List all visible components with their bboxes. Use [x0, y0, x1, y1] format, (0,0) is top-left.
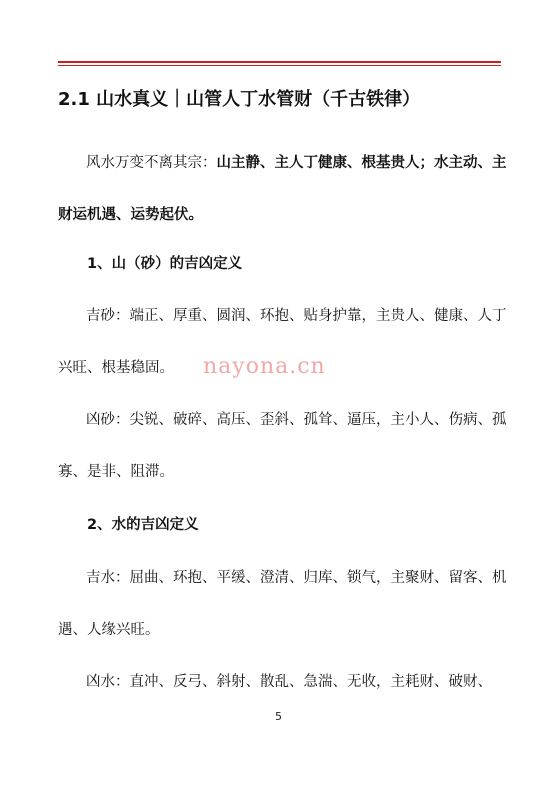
intro-paragraph	[58, 137, 518, 241]
bad-sand-text: 凶砂：尖锐、破碎、高压、歪斜、孤耸、逼压，主小人、伤病、孤寡、是非、阻滞。	[58, 412, 507, 480]
bad-sand-paragraph	[58, 394, 518, 498]
page-number: 5	[275, 710, 282, 723]
good-water-text: 吉水：屈曲、环抱、平缓、澄清、归库、锁气，主聚财、留客、机遇、人缘兴旺。	[58, 570, 507, 638]
watermark: nayona.cn	[203, 354, 326, 379]
good-sand-text: 吉砂：端正、厚重、圆润、环抱、贴身护靠，主贵人、健康、人丁兴旺、根基稳固。	[58, 308, 507, 376]
intro-bold-text: 山主静、主人丁健康、根基贵人；水主动、主财运机遇、运势起伏。	[58, 155, 507, 223]
page-title: 2.1 山水真义｜山管人丁水管财（千古铁律）	[58, 89, 421, 110]
bad-water-text: 凶水：直冲、反弓、斜射、散乱、急湍、无收，主耗财、破财、	[86, 674, 492, 690]
header-rule-bottom	[58, 65, 501, 66]
section-heading-mountain: 1、山（砂）的吉凶定义	[87, 256, 243, 272]
good-water-paragraph	[58, 552, 518, 656]
section-heading-water: 2、水的吉凶定义	[87, 517, 199, 533]
header-rule-top	[58, 61, 501, 63]
intro-normal-text: 风水万变不离其宗：	[86, 155, 217, 171]
bad-water-paragraph	[58, 656, 518, 708]
